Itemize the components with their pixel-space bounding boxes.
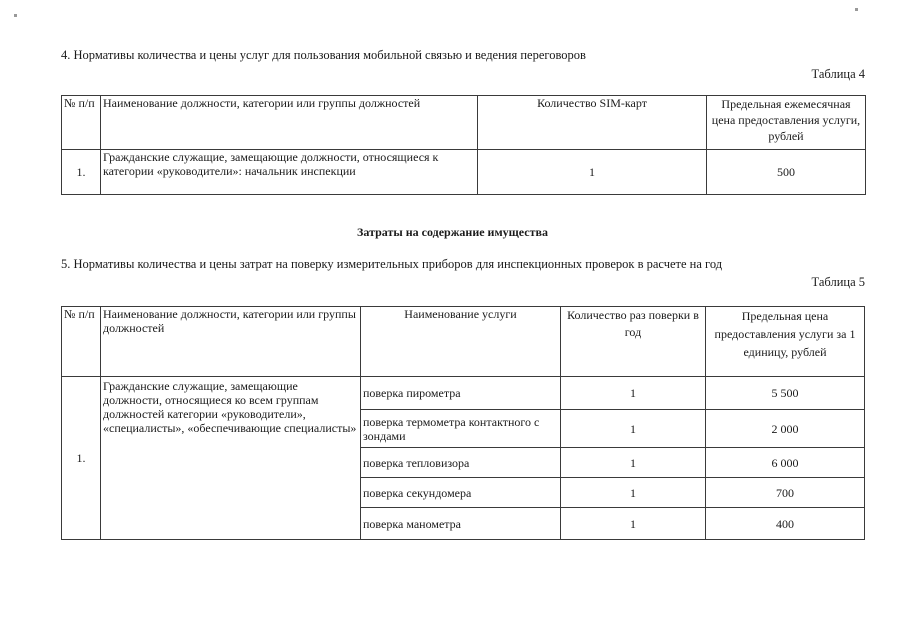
table5-service: поверка манометра [361,508,561,540]
table4 [61,95,866,195]
table-row [62,150,866,195]
table4-header-quantity: Количество SIM-карт [478,96,707,150]
table5-count: 1 [561,448,706,478]
property-costs-title: Затраты на содержание имущества [357,225,548,239]
table5-header-num: № п/п [62,307,101,377]
table5-count: 1 [561,410,706,448]
table5-price: 2 000 [706,410,865,448]
table5-header-row [62,307,865,377]
table4-header-position: Наименование должности, категории или группы должностей [101,96,478,150]
table5-price: 6 000 [706,448,865,478]
table5-row-position: Гражданские служащие, замещающие должности, относящиеся ко всем группам должностей категории «руководители», «специалисты», «обеспечивающие специалисты» [101,377,361,540]
scan-mark-left [14,14,17,17]
table5-price: 400 [706,508,865,540]
table4-row-price: 500 [707,150,866,195]
table5-count: 1 [561,478,706,508]
table5 [61,306,865,540]
table5-header-count: Количество раз поверки в год [561,307,706,377]
table4-header-num: № п/п [62,96,101,150]
table4-header-row [62,96,866,150]
table-row [62,377,865,410]
table5-header-price: Предельная цена предоставления услуги за 1 единицу, рублей [706,307,865,377]
table5-label: Таблица 5 [811,275,865,289]
section4-heading: 4. Нормативы количества и цены услуг для пользования мобильной связью и ведения переговоров [61,48,586,62]
table5-service: поверка термометра контактного с зондами [361,410,561,448]
table4-row-num: 1. [62,150,101,195]
table4-label: Таблица 4 [811,67,865,81]
table4-row-quantity: 1 [478,150,707,195]
table5-service: поверка секундомера [361,478,561,508]
table5-count: 1 [561,508,706,540]
table5-header-position: Наименование должности, категории или группы должностей [101,307,361,377]
table4-header-price: Предельная ежемесячная цена предоставления услуги, рублей [707,96,866,150]
table5-header-service: Наименование услуги [361,307,561,377]
table5-price: 700 [706,478,865,508]
table5-service: поверка пирометра [361,377,561,410]
table5-row-num: 1. [62,377,101,540]
table5-price: 5 500 [706,377,865,410]
scan-mark-right [855,8,858,11]
section5-heading: 5. Нормативы количества и цены затрат на поверку измерительных приборов для инспекционных проверок в расчете на год [61,257,723,271]
table5-service: поверка тепловизора [361,448,561,478]
table5-count: 1 [561,377,706,410]
table4-row-position: Гражданские служащие, замещающие должности, относящиеся к категории «руководители»: начальник инспекции [101,150,478,195]
